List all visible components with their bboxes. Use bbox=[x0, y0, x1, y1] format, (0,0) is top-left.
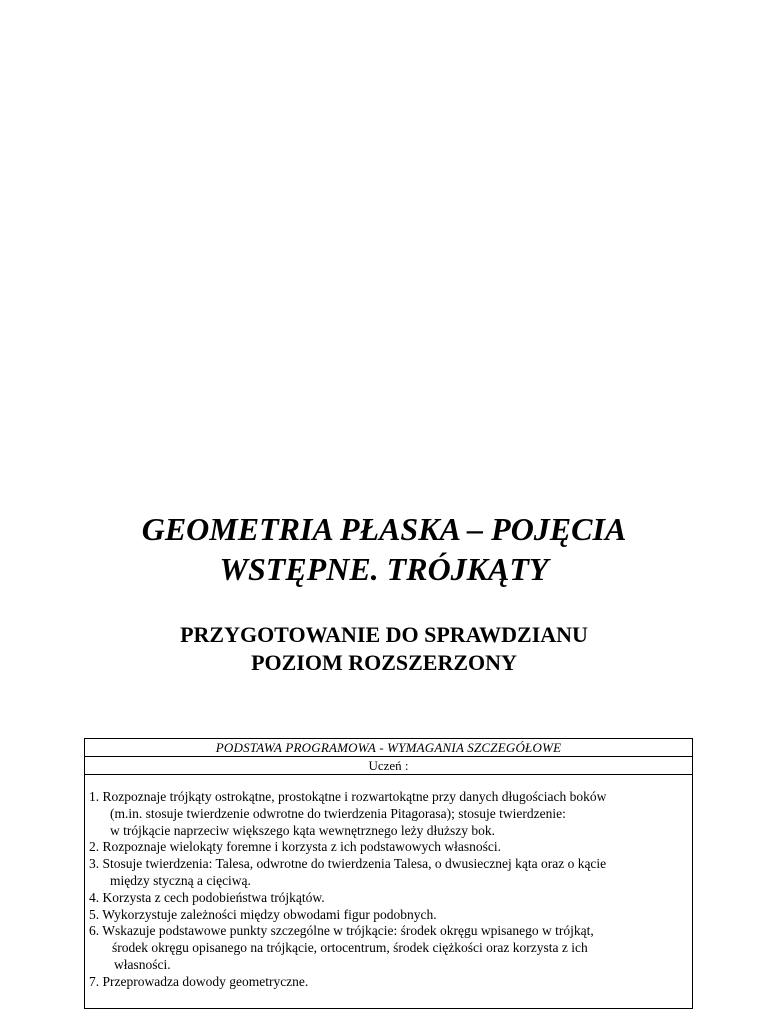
requirement-line: 7. Przeprowadza dowody geometryczne. bbox=[89, 973, 309, 989]
requirement-line: 6. Wskazuje podstawowe punkty szczególne w trójkącie: środek okręgu wpisanego w trójkąt, bbox=[89, 923, 594, 939]
requirement-item-6 bbox=[89, 923, 686, 973]
requirement-item-7 bbox=[89, 974, 686, 991]
requirement-line: 1. Rozpoznaje trójkąty ostrokątne, prostokątne i rozwartokątne przy danych długościach boków bbox=[89, 789, 607, 804]
requirement-line: własności. bbox=[114, 956, 171, 972]
requirement-item-3 bbox=[89, 856, 686, 890]
requirements-table-header: PODSTAWA PROGRAMOWA - WYMAGANIA SZCZEGÓŁOWE bbox=[85, 739, 692, 757]
requirement-line: (m.in. stosuje twierdzenie odwrotne do twierdzenia Pitagorasa); stosuje twierdzenie: bbox=[110, 805, 566, 821]
requirement-line: 4. Korzysta z cech podobieństwa trójkątów. bbox=[89, 889, 325, 905]
requirement-line: środek okręgu opisanego na trójkącie, ortocentrum, środek ciężkości oraz korzysta z ich bbox=[112, 940, 588, 956]
requirement-line: między styczną a cięciwą. bbox=[110, 872, 251, 888]
document-subtitle-line-1: PRZYGOTOWANIE DO SPRAWDZIANU bbox=[180, 622, 588, 647]
requirement-item-1 bbox=[89, 789, 686, 839]
document-subtitle-line-2: POZIOM ROZSZERZONY bbox=[251, 650, 517, 675]
requirement-line: 3. Stosuje twierdzenia: Talesa, odwrotne do twierdzenia Talesa, o dwusiecznej kąta oraz o kącie bbox=[89, 856, 607, 872]
requirements-table bbox=[84, 738, 693, 1009]
requirement-line: w trójkącie naprzeciw większego kąta wewnętrznego leży dłuższy bok. bbox=[110, 822, 495, 838]
document-title-line-2: WSTĘPNE. TRÓJKĄTY bbox=[219, 551, 549, 587]
requirements-table-subheader: Uczeń : bbox=[85, 757, 692, 775]
requirement-line: 5. Wykorzystuje zależności między obwodami figur podobnych. bbox=[89, 906, 437, 922]
requirements-list bbox=[85, 775, 692, 991]
requirement-item-2 bbox=[89, 839, 686, 856]
requirement-item-5 bbox=[89, 907, 686, 924]
requirement-line: 2. Rozpoznaje wielokąty foremne i korzysta z ich podstawowych własności. bbox=[89, 839, 502, 855]
requirement-item-4 bbox=[89, 890, 686, 907]
document-title-line-1: GEOMETRIA PŁASKA – POJĘCIA bbox=[141, 511, 627, 547]
